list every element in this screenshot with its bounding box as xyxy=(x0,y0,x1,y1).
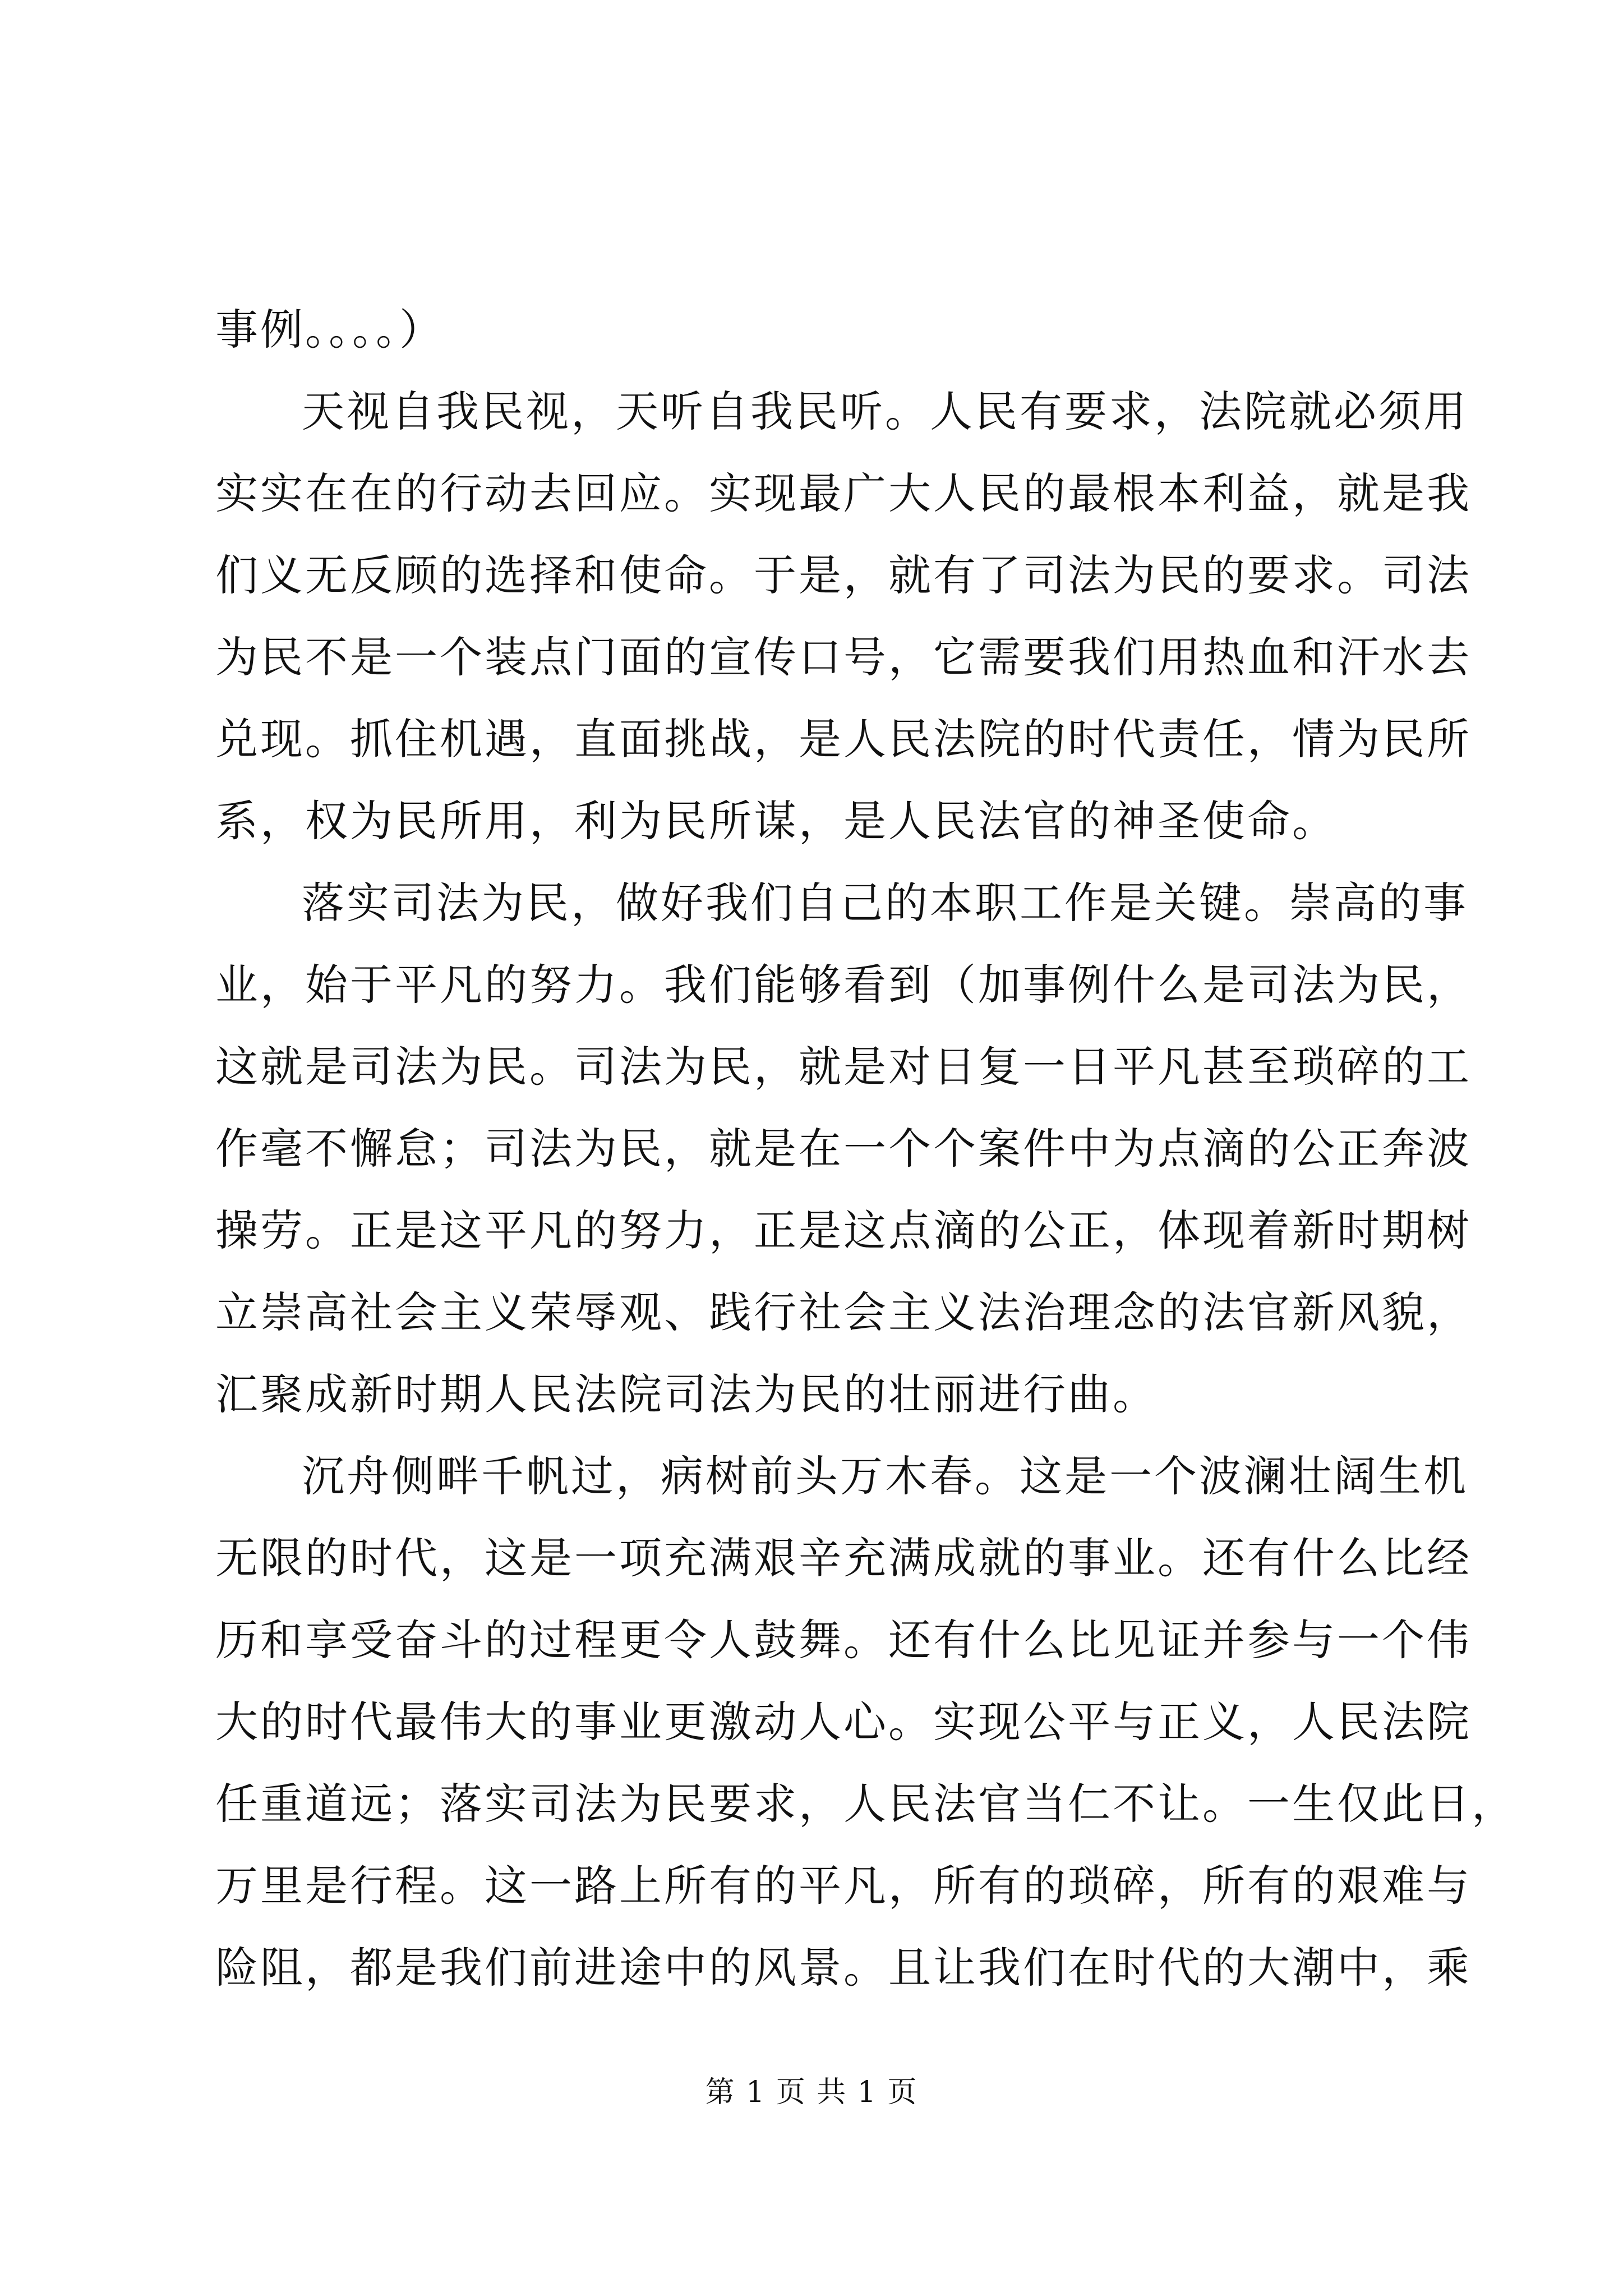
text-line: 这就是司法为民。司法为民，就是对日复一日平凡甚至琐碎的工 xyxy=(215,1042,1472,1092)
paragraph-start-line: 天视自我民视，天听自我民听。人民有要求，法院就必须用 xyxy=(302,386,1468,436)
text-line: 万里是行程。这一路上所有的平凡，所有的琐碎，所有的艰难与 xyxy=(215,1861,1472,1911)
text-line: 业，始于平凡的努力。我们能够看到（加事例什么是司法为民， xyxy=(215,960,1472,1010)
text-line: 们义无反顾的选择和使命。于是，就有了司法为民的要求。司法 xyxy=(215,550,1472,600)
paragraph-start-line: 落实司法为民，做好我们自己的本职工作是关键。崇高的事 xyxy=(302,878,1468,928)
text-line: 汇聚成新时期人民法院司法为民的壮丽进行曲。 xyxy=(215,1369,1158,1419)
text-line: 立崇高社会主义荣辱观、践行社会主义法治理念的法官新风貌， xyxy=(215,1287,1472,1337)
text-line: 历和享受奋斗的过程更令人鼓舞。还有什么比见证并参与一个伟 xyxy=(215,1615,1472,1665)
page-number-label: 第 1 页 共 1 页 xyxy=(705,2076,918,2109)
document-body xyxy=(215,289,1516,2009)
text-line: 险阻，都是我们前进途中的风景。且让我们在时代的大潮中，乘 xyxy=(215,1943,1472,1993)
text-line: 无限的时代，这是一项充满艰辛充满成就的事业。还有什么比经 xyxy=(215,1533,1472,1583)
text-line: 作毫不懈怠；司法为民，就是在一个个案件中为点滴的公正奔波 xyxy=(215,1124,1472,1174)
page-footer xyxy=(0,2070,1623,2115)
text-line: 为民不是一个装点门面的宣传口号，它需要我们用热血和汗水去 xyxy=(215,632,1472,682)
text-line: 操劳。正是这平凡的努力，正是这点滴的公正，体现着新时期树 xyxy=(215,1205,1472,1255)
text-line: 兑现。抓住机遇，直面挑战，是人民法院的时代责任，情为民所 xyxy=(215,714,1472,764)
paragraph-start-line: 沉舟侧畔千帆过，病树前头万木春。这是一个波澜壮阔生机 xyxy=(302,1451,1468,1501)
text-line: 系，权为民所用，利为民所谋，是人民法官的神圣使命。 xyxy=(215,796,1337,846)
text-line: 实实在在的行动去回应。实现最广大人民的最根本利益，就是我 xyxy=(215,468,1472,518)
text-line: 任重道远；落实司法为民要求，人民法官当仁不让。一生仅此日， xyxy=(215,1779,1516,1829)
text-line: 大的时代最伟大的事业更激动人心。实现公平与正义，人民法院 xyxy=(215,1697,1472,1747)
text-line: 事例。。。。） xyxy=(215,305,444,355)
